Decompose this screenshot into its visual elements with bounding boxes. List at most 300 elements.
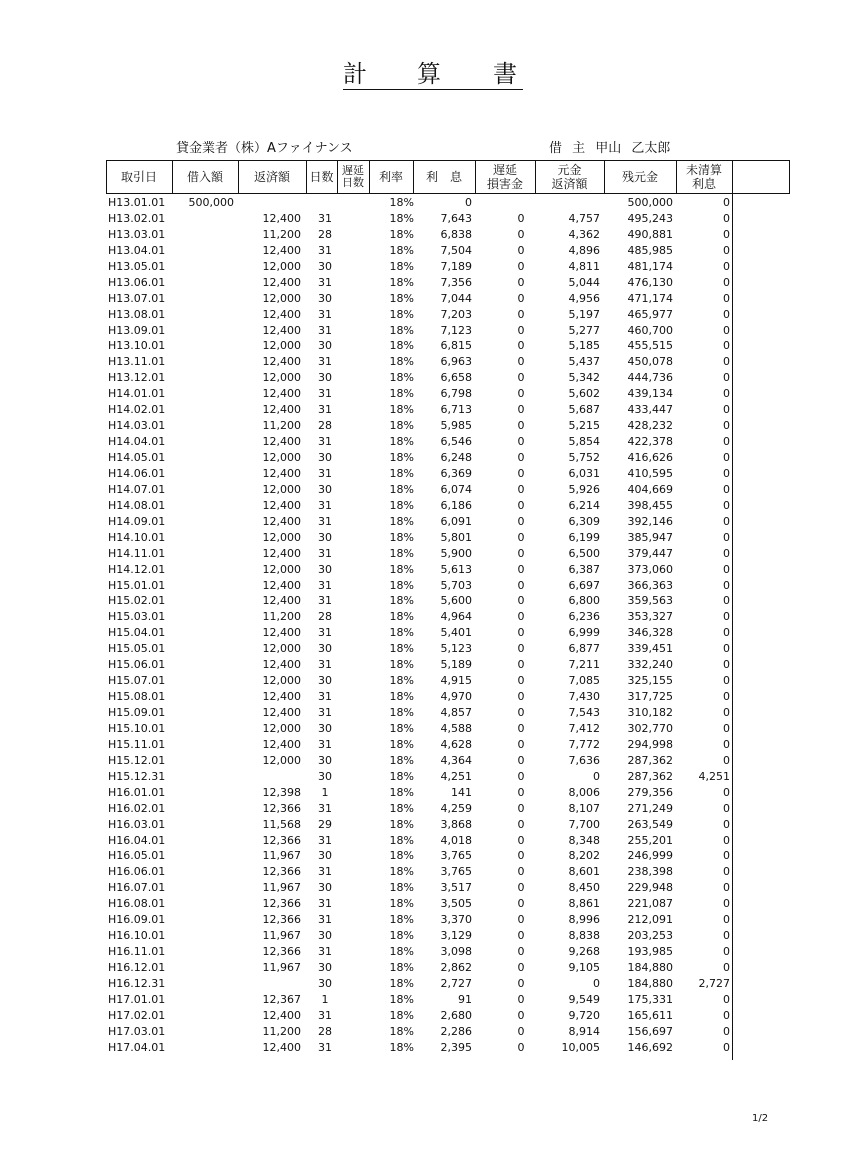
cell-days: 30 (318, 721, 332, 735)
cell-days: 31 (318, 403, 332, 417)
cell-interest: 4,970 (440, 690, 472, 704)
cell-unpaid: 0 (723, 897, 730, 911)
cell-date: H14.10.01 (108, 530, 166, 544)
cell-late-dmg: 0 (517, 419, 525, 433)
cell-balance: 385,947 (627, 530, 673, 544)
table-row (0, 880, 850, 896)
cell-repay: 11,200 (262, 419, 301, 433)
cell-principal: 8,914 (568, 1024, 600, 1038)
cell-balance: 165,611 (627, 1008, 673, 1022)
cell-balance: 279,356 (627, 785, 673, 799)
cell-date: H15.12.01 (108, 753, 166, 767)
cell-days: 31 (318, 658, 332, 672)
cell-interest: 7,356 (440, 275, 472, 289)
cell-balance: 287,362 (627, 753, 673, 767)
cell-interest: 5,401 (440, 626, 472, 640)
cell-principal: 6,800 (568, 594, 600, 608)
table-row (0, 466, 850, 482)
cell-principal: 4,811 (568, 259, 600, 273)
cell-balance: 193,985 (627, 945, 673, 959)
cell-principal: 5,752 (568, 451, 600, 464)
cell-date: H13.05.01 (108, 259, 166, 273)
cell-principal: 6,387 (568, 562, 600, 576)
table-row (0, 673, 850, 689)
cell-rate: 18% (389, 753, 414, 767)
cell-date: H15.07.01 (108, 674, 166, 688)
cell-principal: 7,636 (568, 753, 600, 767)
cell-unpaid: 0 (723, 594, 730, 608)
cell-unpaid: 0 (723, 307, 730, 321)
cell-date: H15.09.01 (108, 706, 166, 719)
table-row (0, 960, 850, 976)
cell-days: 28 (318, 227, 332, 241)
cell-repay: 12,000 (262, 753, 301, 767)
cell-date: H17.03.01 (108, 1024, 166, 1038)
cell-late-dmg: 0 (517, 259, 525, 273)
cell-principal: 5,185 (568, 339, 600, 353)
cell-date: H16.06.01 (108, 865, 166, 879)
cell-unpaid: 0 (723, 435, 730, 449)
cell-principal: 8,348 (568, 833, 600, 847)
table-row (0, 705, 850, 721)
cell-rate: 18% (389, 769, 414, 783)
cell-interest: 5,613 (440, 562, 472, 576)
cell-balance: 476,130 (627, 275, 673, 289)
cell-days: 28 (318, 1024, 332, 1038)
table-row (0, 211, 850, 227)
cell-principal: 5,215 (568, 419, 600, 433)
cell-repay: 12,000 (262, 371, 301, 385)
cell-days: 28 (318, 419, 332, 433)
table-row (0, 1008, 850, 1024)
cell-unpaid: 0 (723, 498, 730, 512)
cell-interest: 4,628 (440, 737, 472, 751)
cell-principal: 5,926 (568, 482, 600, 496)
cell-date: H13.06.01 (108, 275, 166, 289)
cell-repay: 12,000 (262, 339, 301, 353)
cell-principal: 10,005 (561, 1040, 600, 1054)
cell-days: 30 (318, 769, 332, 783)
cell-balance: 373,060 (627, 562, 673, 576)
cell-interest: 0 (465, 196, 472, 209)
cell-days: 31 (318, 801, 332, 815)
cell-principal: 7,772 (568, 737, 600, 751)
cell-balance: 460,700 (627, 323, 673, 337)
cell-interest: 4,018 (440, 833, 472, 847)
cell-interest: 7,044 (440, 291, 472, 305)
table-row (0, 896, 850, 912)
cell-principal: 5,854 (568, 435, 600, 449)
cell-repay: 12,000 (262, 291, 301, 305)
table-row (0, 546, 850, 562)
cell-repay: 12,400 (262, 514, 301, 528)
cell-late-dmg: 0 (517, 339, 525, 353)
cell-date: H15.03.01 (108, 610, 166, 624)
cell-rate: 18% (389, 435, 414, 449)
cell-date: H15.04.01 (108, 626, 166, 640)
cell-days: 31 (318, 913, 332, 927)
cell-repay: 12,400 (262, 355, 301, 369)
cell-balance: 353,327 (627, 610, 673, 624)
table-row (0, 562, 850, 578)
cell-rate: 18% (389, 482, 414, 496)
cell-principal: 7,412 (568, 721, 600, 735)
cell-interest: 6,369 (440, 466, 472, 480)
cell-late-dmg: 0 (517, 785, 525, 799)
cell-rate: 18% (389, 865, 414, 879)
cell-principal: 6,999 (568, 626, 600, 640)
cell-balance: 156,697 (627, 1024, 673, 1038)
cell-rate: 18% (389, 674, 414, 688)
cell-balance: 359,563 (627, 594, 673, 608)
cell-late-dmg: 0 (517, 371, 525, 385)
cell-days: 31 (318, 833, 332, 847)
cell-late-dmg: 0 (517, 817, 525, 831)
cell-repay: 12,000 (262, 530, 301, 544)
cell-interest: 4,915 (440, 674, 472, 688)
cell-late-dmg: 0 (517, 355, 525, 369)
cell-balance: 184,880 (627, 976, 673, 990)
cell-balance: 271,249 (627, 801, 673, 815)
table-row (0, 275, 850, 291)
cell-rate: 18% (389, 658, 414, 672)
cell-interest: 7,189 (440, 259, 472, 273)
cell-balance: 485,985 (627, 243, 673, 257)
cell-date: H14.02.01 (108, 403, 166, 417)
cell-balance: 203,253 (627, 929, 673, 943)
cell-late-dmg: 0 (517, 881, 525, 895)
cell-repay: 12,366 (262, 833, 301, 847)
header-unpaid-interest: 未清算 利息 (685, 163, 722, 191)
cell-repay: 12,000 (262, 721, 301, 735)
table-row (0, 976, 850, 992)
cell-date: H15.10.01 (108, 721, 166, 735)
cell-rate: 18% (389, 610, 414, 624)
cell-balance: 287,362 (627, 769, 673, 783)
cell-unpaid: 0 (723, 721, 730, 735)
cell-repay: 12,400 (262, 706, 301, 719)
table-row (0, 833, 850, 849)
cell-unpaid: 0 (723, 578, 730, 592)
header-days: 日数 (309, 170, 334, 184)
cell-balance: 339,451 (627, 642, 673, 656)
cell-unpaid: 0 (723, 514, 730, 528)
lender-name: 貸金業者（株）Aファイナンス (176, 141, 353, 156)
cell-days: 31 (318, 737, 332, 751)
cell-rate: 18% (389, 323, 414, 337)
cell-unpaid: 0 (723, 865, 730, 879)
header-late-days: 遅延 日数 (342, 164, 364, 189)
cell-unpaid: 0 (723, 562, 730, 576)
cell-unpaid: 0 (723, 259, 730, 273)
cell-principal: 6,697 (568, 578, 600, 592)
cell-days: 31 (318, 1008, 332, 1022)
cell-late-dmg: 0 (517, 610, 525, 624)
cell-days: 31 (318, 546, 332, 560)
cell-late-dmg: 0 (517, 1008, 525, 1022)
cell-principal: 4,896 (568, 243, 600, 257)
cell-days: 30 (318, 674, 332, 688)
cell-interest: 4,364 (440, 753, 472, 767)
cell-principal: 8,601 (568, 865, 600, 879)
cell-date: H16.10.01 (108, 929, 166, 943)
cell-date: H15.05.01 (108, 642, 166, 656)
cell-days: 30 (318, 881, 332, 895)
cell-date: H16.11.01 (108, 945, 166, 959)
cell-date: H17.04.01 (108, 1040, 166, 1054)
cell-repay: 12,366 (262, 897, 301, 911)
cell-repay: 12,400 (262, 578, 301, 592)
cell-rate: 18% (389, 881, 414, 895)
table-row (0, 785, 850, 801)
cell-interest: 7,203 (440, 307, 472, 321)
cell-days: 30 (318, 562, 332, 576)
table-row (0, 307, 850, 323)
cell-rate: 18% (389, 275, 414, 289)
cell-days: 30 (318, 753, 332, 767)
cell-late-dmg: 0 (517, 435, 525, 449)
cell-interest: 2,395 (440, 1040, 472, 1054)
cell-late-dmg: 0 (517, 403, 525, 417)
cell-balance: 238,398 (627, 865, 673, 879)
cell-days: 30 (318, 849, 332, 863)
cell-rate: 18% (389, 211, 414, 225)
cell-unpaid: 0 (723, 642, 730, 656)
cell-interest: 2,727 (440, 976, 472, 990)
cell-balance: 184,880 (627, 961, 673, 974)
page-number: 1/2 (752, 1113, 769, 1124)
cell-unpaid: 0 (723, 801, 730, 815)
cell-repay: 12,400 (262, 307, 301, 321)
table-row (0, 530, 850, 546)
cell-unpaid: 0 (723, 243, 730, 257)
cell-unpaid: 0 (723, 355, 730, 369)
cell-days: 31 (318, 307, 332, 321)
cell-unpaid: 0 (723, 211, 730, 225)
cell-rate: 18% (389, 546, 414, 560)
cell-repay: 11,200 (262, 610, 301, 624)
cell-unpaid: 0 (723, 227, 730, 241)
cell-principal: 5,197 (568, 307, 600, 321)
cell-principal: 8,202 (568, 849, 600, 863)
cell-principal: 4,362 (568, 227, 600, 241)
cell-unpaid: 0 (723, 275, 730, 289)
table-row (0, 338, 850, 354)
cell-rate: 18% (389, 291, 414, 305)
table-row (0, 625, 850, 641)
table-row (0, 641, 850, 657)
cell-date: H16.01.01 (108, 785, 166, 799)
cell-repay: 12,000 (262, 642, 301, 656)
table-row (0, 386, 850, 402)
cell-interest: 2,286 (440, 1024, 472, 1038)
cell-repay: 12,366 (262, 945, 301, 959)
cell-rate: 18% (389, 721, 414, 735)
cell-unpaid: 0 (723, 546, 730, 560)
cell-repay: 12,400 (262, 387, 301, 401)
cell-date: H14.04.01 (108, 435, 166, 449)
header-principal-repaid: 元金 返済額 (551, 163, 588, 191)
table-row (0, 195, 850, 211)
header-date: 取引日 (120, 170, 157, 184)
cell-rate: 18% (389, 929, 414, 943)
cell-date: H16.07.01 (108, 881, 166, 895)
cell-balance: 175,331 (627, 992, 673, 1006)
cell-late-dmg: 0 (517, 466, 525, 480)
borrower-name: 借 主 甲山 乙太郎 (549, 141, 671, 156)
cell-unpaid: 4,251 (698, 769, 730, 783)
cell-unpaid: 2,727 (698, 976, 730, 990)
cell-unpaid: 0 (723, 1040, 730, 1054)
cell-rate: 18% (389, 355, 414, 369)
table-row (0, 753, 850, 769)
cell-principal: 9,549 (568, 992, 600, 1006)
cell-unpaid: 0 (723, 945, 730, 959)
cell-date: H14.06.01 (108, 466, 166, 480)
cell-rate: 18% (389, 833, 414, 847)
cell-balance: 439,134 (627, 387, 673, 401)
cell-unpaid: 0 (723, 371, 730, 385)
cell-rate: 18% (389, 594, 414, 608)
cell-unpaid: 0 (723, 466, 730, 480)
cell-balance: 221,087 (627, 897, 673, 911)
table-row (0, 227, 850, 243)
cell-unpaid: 0 (723, 881, 730, 895)
cell-days: 31 (318, 706, 332, 719)
cell-balance: 379,447 (627, 546, 673, 560)
cell-rate: 18% (389, 626, 414, 640)
header-late-damages: 遅延 損害金 (486, 163, 523, 191)
cell-principal: 9,105 (568, 961, 600, 974)
cell-repay: 12,400 (262, 658, 301, 672)
cell-late-dmg: 0 (517, 530, 525, 544)
cell-repay: 11,967 (262, 849, 301, 863)
cell-rate: 18% (389, 849, 414, 863)
cell-interest: 6,798 (440, 387, 472, 401)
cell-late-dmg: 0 (517, 961, 525, 974)
cell-late-dmg: 0 (517, 275, 525, 289)
cell-late-dmg: 0 (517, 833, 525, 847)
table-row (0, 434, 850, 450)
cell-interest: 2,862 (440, 961, 472, 974)
cell-late-dmg: 0 (517, 706, 525, 719)
cell-principal: 7,430 (568, 690, 600, 704)
cell-unpaid: 0 (723, 291, 730, 305)
cell-date: H16.12.01 (108, 961, 166, 974)
cell-repay: 12,400 (262, 435, 301, 449)
table-row (0, 1024, 850, 1040)
cell-late-dmg: 0 (517, 594, 525, 608)
cell-repay: 12,400 (262, 1008, 301, 1022)
cell-rate: 18% (389, 1008, 414, 1022)
cell-rate: 18% (389, 1040, 414, 1054)
cell-unpaid: 0 (723, 785, 730, 799)
cell-date: H13.09.01 (108, 323, 166, 337)
cell-late-dmg: 0 (517, 451, 525, 464)
cell-late-dmg: 0 (517, 976, 525, 990)
table-row (0, 609, 850, 625)
transaction-table-body (0, 195, 850, 1056)
cell-late-dmg: 0 (517, 897, 525, 911)
cell-late-dmg: 0 (517, 945, 525, 959)
cell-interest: 4,251 (440, 769, 472, 783)
cell-date: H13.02.01 (108, 211, 166, 225)
cell-rate: 18% (389, 307, 414, 321)
cell-repay: 12,366 (262, 801, 301, 815)
cell-balance: 465,977 (627, 307, 673, 321)
cell-repay: 12,400 (262, 275, 301, 289)
cell-rate: 18% (389, 387, 414, 401)
cell-date: H16.09.01 (108, 913, 166, 927)
cell-late-dmg: 0 (517, 992, 525, 1006)
cell-repay: 12,400 (262, 737, 301, 751)
cell-days: 31 (318, 387, 332, 401)
cell-days: 30 (318, 530, 332, 544)
cell-rate: 18% (389, 371, 414, 385)
cell-interest: 5,189 (440, 658, 472, 672)
cell-date: H14.08.01 (108, 498, 166, 512)
table-row (0, 848, 850, 864)
cell-balance: 422,378 (627, 435, 673, 449)
cell-days: 30 (318, 642, 332, 656)
cell-interest: 5,801 (440, 530, 472, 544)
table-row (0, 243, 850, 259)
cell-late-dmg: 0 (517, 690, 525, 704)
cell-interest: 6,713 (440, 403, 472, 417)
cell-interest: 3,098 (440, 945, 472, 959)
cell-late-dmg: 0 (517, 865, 525, 879)
cell-repay: 12,000 (262, 451, 301, 464)
cell-interest: 6,074 (440, 482, 472, 496)
cell-rate: 18% (389, 642, 414, 656)
table-row (0, 928, 850, 944)
cell-date: H15.12.31 (108, 769, 166, 783)
cell-date: H13.11.01 (108, 355, 166, 369)
cell-repay: 12,400 (262, 690, 301, 704)
cell-repay: 12,367 (262, 992, 301, 1006)
cell-principal: 5,687 (568, 403, 600, 417)
cell-principal: 9,268 (568, 945, 600, 959)
table-row (0, 657, 850, 673)
cell-unpaid: 0 (723, 1008, 730, 1022)
cell-principal: 5,342 (568, 371, 600, 385)
cell-days: 31 (318, 626, 332, 640)
cell-repay: 12,000 (262, 482, 301, 496)
cell-date: H13.04.01 (108, 243, 166, 257)
table-row (0, 450, 850, 466)
cell-balance: 212,091 (627, 913, 673, 927)
cell-late-dmg: 0 (517, 323, 525, 337)
header-borrow: 借入額 (186, 170, 223, 184)
cell-days: 31 (318, 690, 332, 704)
table-row (0, 992, 850, 1008)
cell-late-dmg: 0 (517, 387, 525, 401)
cell-repay: 12,398 (262, 785, 301, 799)
cell-principal: 6,236 (568, 610, 600, 624)
cell-date: H15.11.01 (108, 737, 166, 751)
cell-rate: 18% (389, 976, 414, 990)
cell-rate: 18% (389, 196, 414, 209)
cell-interest: 6,658 (440, 371, 472, 385)
cell-repay: 12,400 (262, 243, 301, 257)
cell-date: H15.02.01 (108, 594, 166, 608)
cell-repay: 12,400 (262, 498, 301, 512)
cell-unpaid: 0 (723, 196, 730, 209)
cell-unpaid: 0 (723, 530, 730, 544)
title-char-3: 書 (493, 60, 517, 88)
cell-repay: 12,000 (262, 259, 301, 273)
document-title (343, 60, 523, 90)
